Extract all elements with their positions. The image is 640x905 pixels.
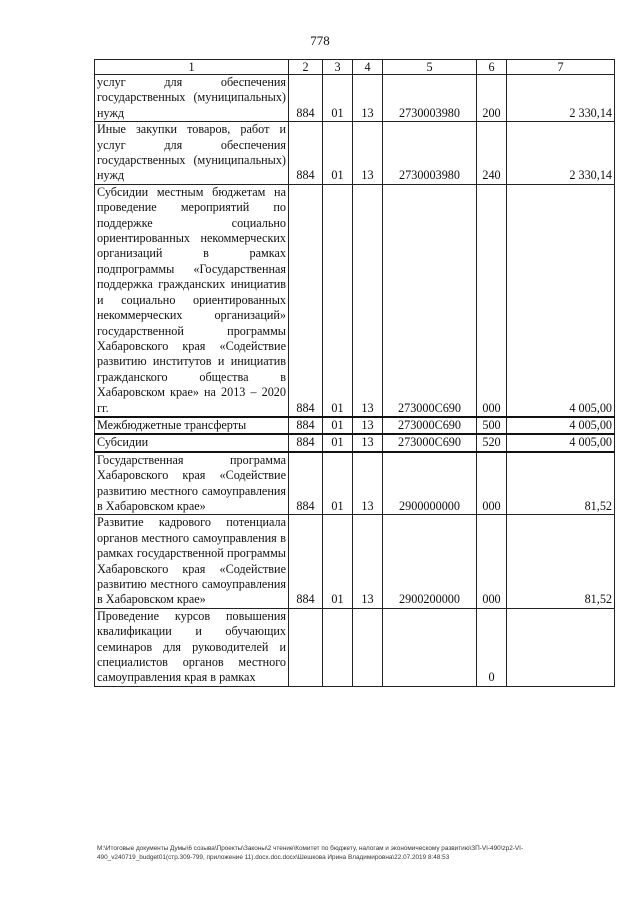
table-row: [95, 608, 615, 686]
row-target-article: [383, 608, 477, 686]
footer-path-line-1: M:\Итоговые документы Думы\6 созыва\Проекты\Законы\2 чтение\Комитет по бюджету, налогам и экономическому развитию\ЗП-VI-490\zp2-VI-: [97, 845, 524, 852]
row-expense-type: 000: [477, 184, 507, 417]
row-name: Иные закупки товаров, работ и услуг для обеспечения государственных (муниципальных) нужд: [95, 122, 289, 185]
row-target-article: 273000С690: [383, 184, 477, 417]
row-name: услуг для обеспечения государственных (муниципальных) нужд: [95, 75, 289, 122]
row-target-article: 2730003980: [383, 122, 477, 185]
row-subsection: 13: [353, 452, 383, 515]
row-amount: 2 330,14: [507, 75, 615, 122]
row-target-article: 273000С690: [383, 417, 477, 434]
row-amount: 81,52: [507, 515, 615, 608]
row-ministry: 884: [289, 75, 323, 122]
row-ministry: 884: [289, 452, 323, 515]
header-col-2: 2: [289, 60, 323, 75]
row-amount: 4 005,00: [507, 434, 615, 451]
row-name: Межбюджетные трансферты: [95, 417, 289, 434]
row-amount: [507, 608, 615, 686]
row-ministry: 884: [289, 184, 323, 417]
row-amount: 81,52: [507, 452, 615, 515]
row-section: 01: [323, 515, 353, 608]
row-subsection: 13: [353, 184, 383, 417]
row-target-article: 2900000000: [383, 452, 477, 515]
header-col-6: 6: [477, 60, 507, 75]
row-expense-type: 0: [477, 608, 507, 686]
row-section: 01: [323, 184, 353, 417]
row-expense-type: 000: [477, 515, 507, 608]
table-row: [95, 184, 615, 417]
row-subsection: 13: [353, 75, 383, 122]
document-footer: [97, 845, 617, 862]
row-section: 01: [323, 417, 353, 434]
row-section: [323, 608, 353, 686]
row-expense-type: 000: [477, 452, 507, 515]
row-ministry: 884: [289, 434, 323, 451]
row-ministry: 884: [289, 515, 323, 608]
row-name: Субсидии: [95, 434, 289, 451]
row-amount: 2 330,14: [507, 122, 615, 185]
header-col-5: 5: [383, 60, 477, 75]
row-ministry: [289, 608, 323, 686]
row-amount: 4 005,00: [507, 184, 615, 417]
row-target-article: 2900200000: [383, 515, 477, 608]
header-col-4: 4: [353, 60, 383, 75]
row-name: Субсидии местным бюджетам на проведение мероприятий по поддержке социально ориентированных некоммерческих организаций в рамках подпрограммы «Государственная поддержка гражданских инициатив и социально ориентированных некоммерческих организаций» государственной программы Хабаровского края «Содействие развитию институтов и инициатив гражданского общества в Хабаровском крае» на 2013 – 2020 гг.: [95, 184, 289, 417]
table-row: [95, 452, 615, 515]
table-row: [95, 75, 615, 122]
header-col-3: 3: [323, 60, 353, 75]
row-subsection: 13: [353, 434, 383, 451]
header-col-1: 1: [95, 60, 289, 75]
table-row: [95, 122, 615, 185]
row-target-article: 273000С690: [383, 434, 477, 451]
row-section: 01: [323, 434, 353, 451]
row-subsection: [353, 608, 383, 686]
row-amount: 4 005,00: [507, 417, 615, 434]
row-expense-type: 500: [477, 417, 507, 434]
row-subsection: 13: [353, 122, 383, 185]
row-section: 01: [323, 122, 353, 185]
row-ministry: 884: [289, 122, 323, 185]
row-name: Государственная программа Хабаровского края «Содействие развитию местного самоуправления в Хабаровском крае»: [95, 452, 289, 515]
row-section: 01: [323, 452, 353, 515]
row-section: 01: [323, 75, 353, 122]
header-col-7: 7: [507, 60, 615, 75]
row-subsection: 13: [353, 417, 383, 434]
row-ministry: 884: [289, 417, 323, 434]
table-row: [95, 515, 615, 608]
row-name: Проведение курсов повышения квалификации и обучающих семинаров для руководителей и специалистов органов местного самоуправления края в рамках: [95, 608, 289, 686]
row-expense-type: 240: [477, 122, 507, 185]
footer-path-line-2: 490_v240719_budget01(стр.309-799, приложение 11).docx.doc.docx\Шешкова Ирина Владимировна\22.07.2019 8:48:53: [97, 853, 450, 861]
budget-table: [94, 59, 615, 687]
row-expense-type: 200: [477, 75, 507, 122]
row-expense-type: 520: [477, 434, 507, 451]
table-header-row: [95, 60, 615, 75]
row-target-article: 2730003980: [383, 75, 477, 122]
row-name: Развитие кадрового потенциала органов местного самоуправления в рамках государственной программы Хабаровского края «Содействие развитию местного самоуправления в Хабаровском крае»: [95, 515, 289, 608]
row-subsection: 13: [353, 515, 383, 608]
table-row: [95, 417, 615, 434]
table-row: [95, 434, 615, 451]
page-number: 778: [310, 33, 330, 48]
